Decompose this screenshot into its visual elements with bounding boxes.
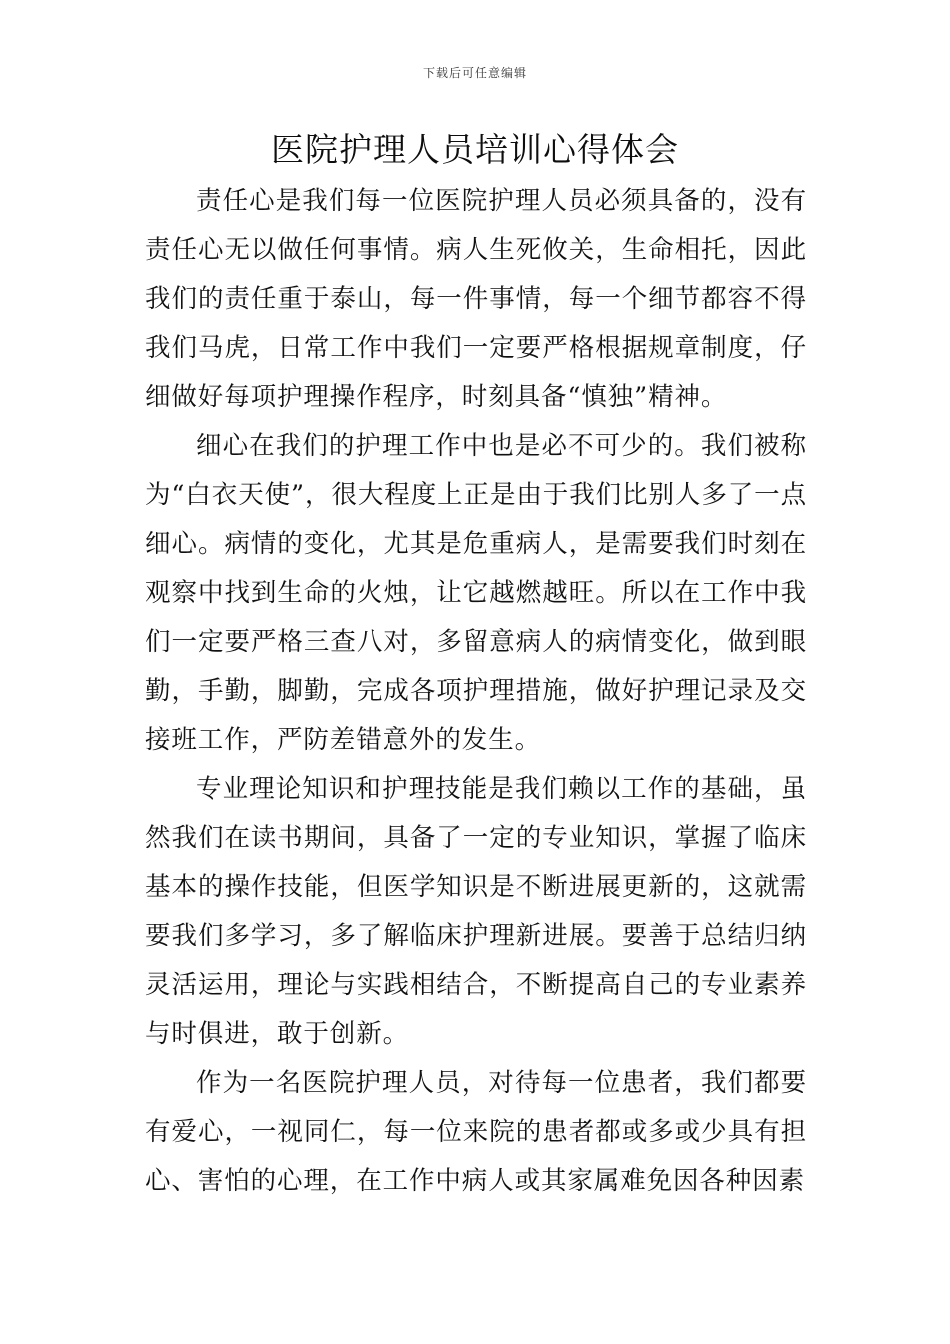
paragraph: 作为一名医院护理人员，对待每一位患者，我们都要有爱心，一视同仁，每一位来院的患者都或多或少具有担心、害怕的心理，在工作中病人或其家属难免因各种因素 <box>145 1068 807 1196</box>
paragraph: 细心在我们的护理工作中也是必不可少的。我们被称为“白衣天使”，很大程度上正是由于我们比别人多了一点细心。病情的变化，尤其是危重病人，是需要我们时刻在观察中找到生命的火烛，让它越燃越旺。所以在工作中我们一定要严格三查八对，多留意病人的病情变化，做到眼勤，手勤，脚勤，完成各项护理措施，做好护理记录及交接班工作，严防差错意外的发生。 <box>145 431 807 755</box>
document-title: 医院护理人员培训心得体会 <box>271 130 679 169</box>
paragraph: 专业理论知识和护理技能是我们赖以工作的基础，虽然我们在读书期间，具备了一定的专业知识，掌握了临床基本的操作技能，但医学知识是不断进展更新的，这就需要我们多学习，多了解临床护理新进展。要善于总结归纳灵活运用，理论与实践相结合，不断提高自己的专业素养与时俱进，敢于创新。 <box>145 774 807 1049</box>
document-body <box>145 177 807 1206</box>
paragraph: 责任心是我们每一位医院护理人员必须具备的，没有责任心无以做任何事情。病人生死攸关，生命相托，因此我们的责任重于泰山，每一件事情，每一个细节都容不得我们马虎，日常工作中我们一定要严格根据规章制度，仔细做好每项护理操作程序，时刻具备“慎独”精神。 <box>145 186 807 412</box>
header-note: 下载后可任意编辑 <box>422 66 527 80</box>
